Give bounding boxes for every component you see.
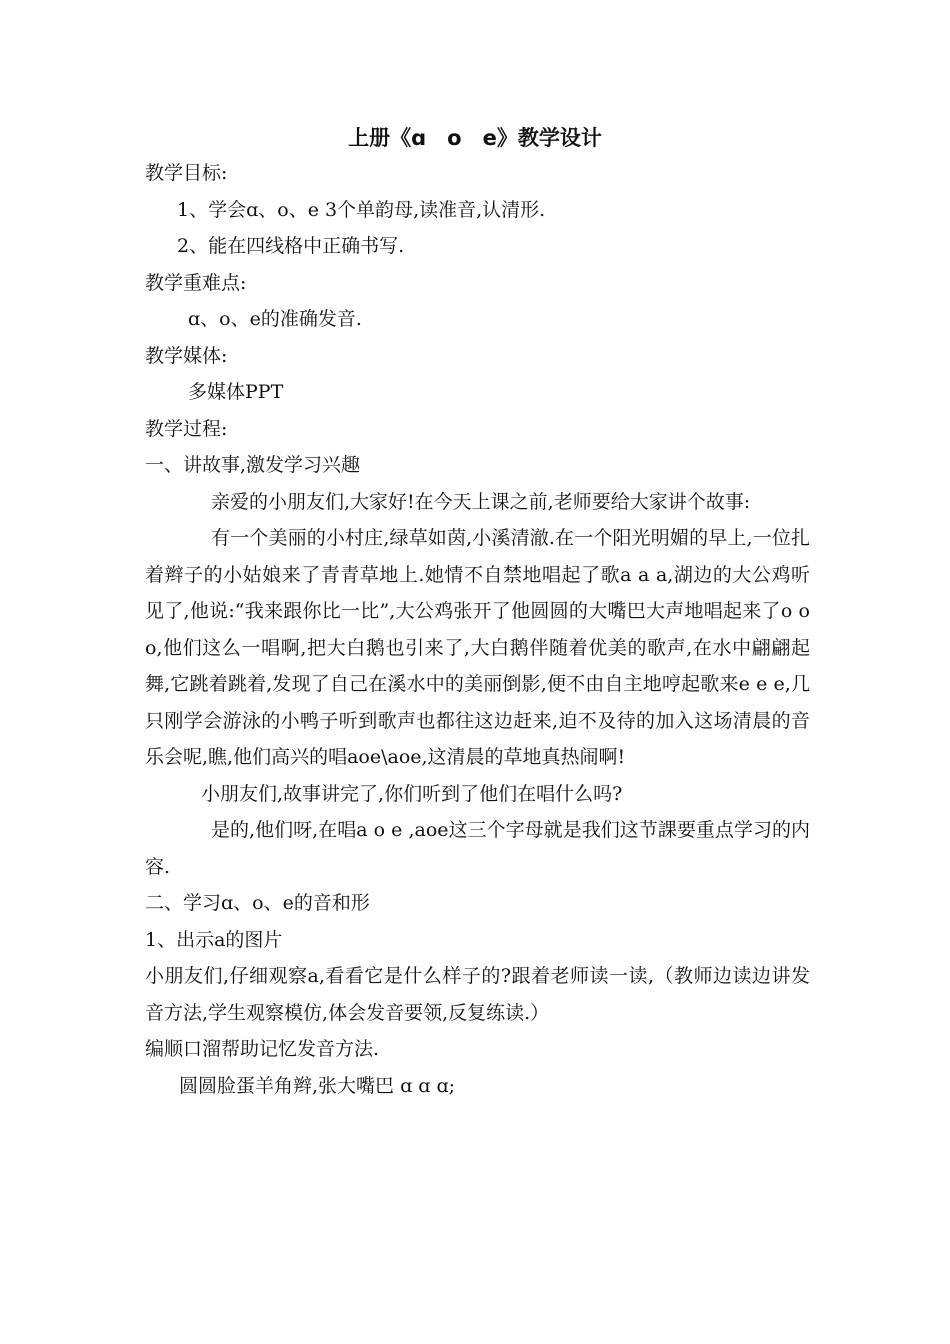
goal-item-1: 1、学会ɑ、o、e 3个单韵母,读准音,认清形.	[177, 198, 546, 221]
observe-paragraph: 小朋友们,仔细观察a,看看它是什么样子的?跟着老师读一读,（教师边读边讲发音方法,学生观察模仿,体会发音要领,反复练读.）	[145, 965, 810, 1024]
question-paragraph: 小朋友们,故事讲完了,你们听到了他们在唱什么吗?	[201, 782, 623, 805]
document-body	[145, 155, 810, 1104]
step-heading-1: 1、出示a的图片	[145, 928, 283, 951]
section-heading-1: 一、讲故事,激发学习兴趣	[145, 454, 361, 476]
section-heading-2: 二、学习ɑ、o、e的音和形	[145, 892, 370, 914]
answer-paragraph: 是的,他们呀,在唱a o e ,aoe这三个字母就是我们这节課要重点学习的内容.	[145, 819, 810, 878]
goal-item-2: 2、能在四线格中正确书写.	[177, 235, 405, 257]
heading-key-difficulties: 教学重难点:	[145, 271, 247, 294]
rhyme-intro: 编顺口溜帮助记忆发音方法.	[145, 1038, 380, 1060]
teaching-media-text: 多媒体PPT	[188, 381, 284, 403]
key-difficulties-text: ɑ、o、e的准确发音.	[188, 308, 362, 330]
intro-paragraph: 亲爱的小朋友们,大家好!在今天上课之前,老师要给大家讲个故事:	[211, 490, 751, 513]
heading-teaching-goals: 教学目标:	[145, 162, 228, 184]
story-paragraph: 有一个美丽的小村庄,绿草如茵,小溪清澈.在一个阳光明媚的早上,一位扎着辫子的小姑娘来了青青草地上.她情不自禁地唱起了歌a a a,湖边的大公鸡听见了,他说:“我来跟你比一比”,大公鸡张开了他圆圆的大嘴巴大声地唱起来了o o o,他们这么一唱啊,把大白鹅也引来了,大白鹅伴随着优美的歌声,在水中翩翩起舞,它跳着跳着,发现了自己在溪水中的美丽倒影,便不由自主地哼起歌来e e e,几只刚学会游泳的小鸭子听到歌声也都往这边赶来,迫不及待的加入这场清晨的音乐会呢,瞧,他们高兴的唱aoe\aoe,这清晨的草地真热闹啊!	[145, 527, 810, 768]
document-title: 上册《ɑ o e》教学设计	[348, 126, 602, 150]
heading-teaching-process: 教学过程:	[145, 417, 228, 440]
heading-teaching-media: 教学媒体:	[145, 344, 228, 367]
rhyme-line: 圆圆脸蛋羊角辫,张大嘴巴 ɑ ɑ ɑ;	[179, 1074, 456, 1097]
